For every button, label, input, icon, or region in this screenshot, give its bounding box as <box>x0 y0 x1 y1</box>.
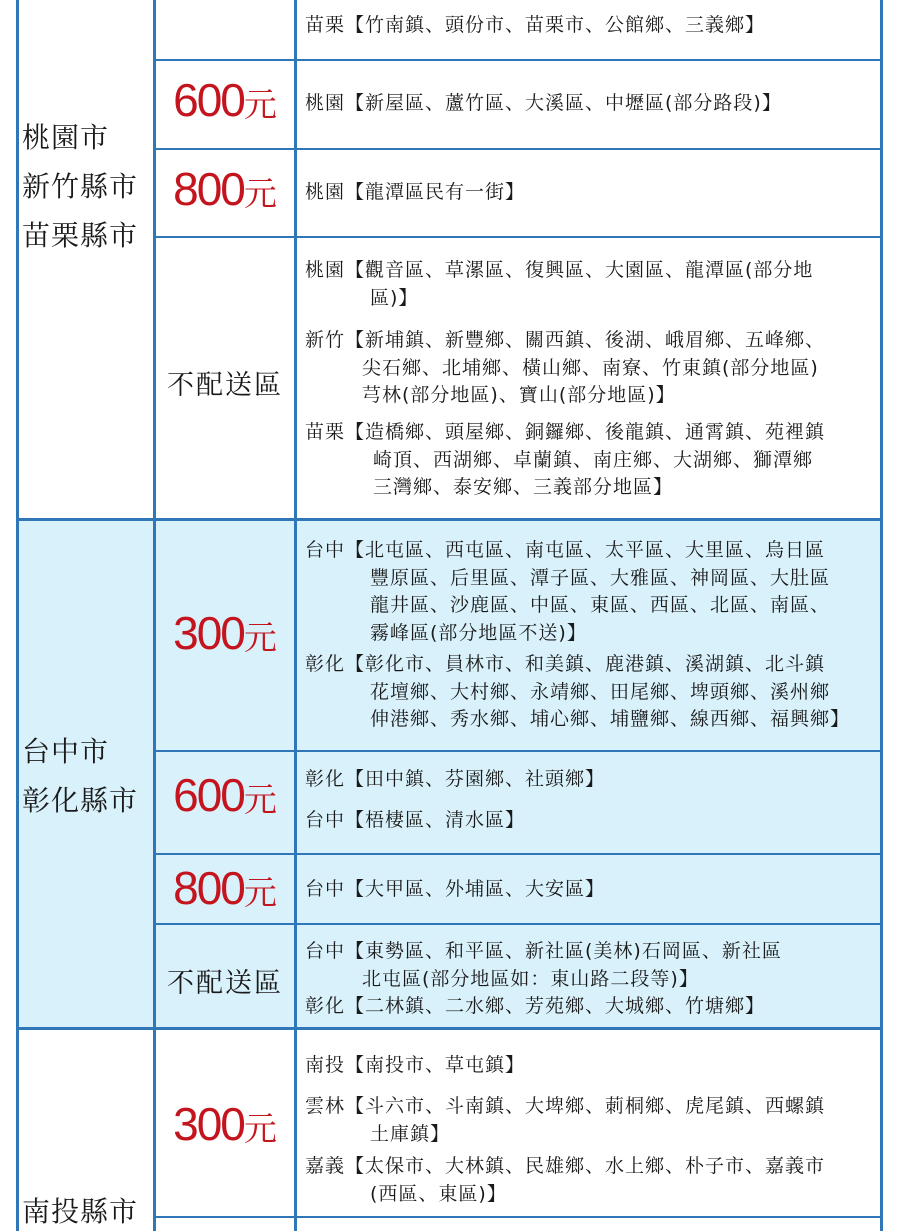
region-line: 南投縣市 <box>22 1195 139 1228</box>
row-divider <box>154 750 882 752</box>
area-line: 桃園【新屋區、蘆竹區、大溪區、中壢區(部分路段)】 <box>305 92 782 114</box>
section-divider <box>16 518 883 521</box>
area-line: 台中【北屯區、西屯區、南屯區、太平區、大里區、烏日區 <box>305 539 826 561</box>
area-list <box>305 12 885 40</box>
section-divider <box>16 1027 883 1030</box>
area-line: 桃園【觀音區、草漯區、復興區、大園區、龍潭區(部分地 <box>305 259 814 281</box>
area-list <box>305 327 885 410</box>
area-line: 豐原區、后里區、潭子區、大雅區、神岡區、大肚區 <box>370 566 831 589</box>
fee-unit: 元 <box>243 85 277 124</box>
area-line: 台中【東勢區、和平區、新社區(美林)石岡區、新社區 <box>305 940 782 962</box>
region-line: 新竹縣市 <box>22 170 139 203</box>
fee-unit: 元 <box>243 873 277 912</box>
region-line: 桃園市 <box>22 121 110 154</box>
area-list <box>305 876 885 904</box>
area-line: 芎林(部分地區)、寶山(部分地區)】 <box>362 384 676 406</box>
area-list <box>305 1153 885 1208</box>
shipping-fee <box>156 73 294 127</box>
region-line: 苗栗縣市 <box>22 219 139 252</box>
area-line: 彰化【田中鎮、芬園鄉、社頭鄉】 <box>305 768 606 790</box>
region-label-taoyuan-hsinchu-miaoli <box>22 113 138 260</box>
area-line: 北屯區(部分地區如：東山路二段等)】 <box>362 967 699 990</box>
shipping-fee <box>156 768 294 822</box>
area-line: 嘉義【太保市、大林鎮、民雄鄉、水上鄉、朴子市、嘉義市 <box>305 1155 826 1177</box>
area-line: 土庫鎮】 <box>370 1122 451 1145</box>
area-list <box>305 807 885 835</box>
region-label-taichung-changhua <box>22 727 138 825</box>
area-list <box>305 179 885 207</box>
row-divider <box>154 1216 882 1218</box>
area-list <box>305 419 885 502</box>
region-line: 台中市 <box>22 735 110 768</box>
fee-amount: 800 <box>173 163 244 215</box>
row-divider <box>154 148 882 150</box>
area-line: 南投【南投市、草屯鎮】 <box>305 1054 526 1076</box>
area-line: 彰化【彰化市、員林市、和美鎮、鹿港鎮、溪湖鎮、北斗鎮 <box>305 653 826 675</box>
fee-amount: 300 <box>173 607 244 659</box>
area-list <box>305 651 885 734</box>
fee-unit: 元 <box>243 780 277 819</box>
fee-unit: 元 <box>243 618 277 657</box>
area-list <box>305 938 885 1021</box>
area-line: 崎頂、西湖鄉、卓蘭鎮、南庄鄉、大湖鄉、獅潭鄉 <box>373 448 814 471</box>
area-list <box>305 537 885 647</box>
table-divider-price <box>294 0 297 1231</box>
area-line: 區)】 <box>370 286 419 309</box>
area-list <box>305 257 885 312</box>
area-list <box>305 766 885 794</box>
no-delivery-label: 不配送區 <box>167 968 283 999</box>
area-list <box>305 1093 885 1148</box>
area-line: 彰化【二林鎮、二水鄉、芳苑鄉、大城鄉、竹塘鄉】 <box>305 995 766 1017</box>
area-list <box>305 90 885 118</box>
shipping-fee <box>156 861 294 915</box>
region-label-nantou <box>22 1187 138 1231</box>
area-line: 伸港鄉、秀水鄉、埔心鄉、埔鹽鄉、線西鄉、福興鄉】 <box>370 708 851 730</box>
area-line: 台中【大甲區、外埔區、大安區】 <box>305 878 606 900</box>
no-delivery-label: 不配送區 <box>167 370 283 401</box>
area-line: 台中【梧棲區、清水區】 <box>305 809 526 831</box>
row-divider <box>154 923 882 925</box>
area-line: 雲林【斗六市、斗南鎮、大埤鄉、莿桐鄉、虎尾鎮、西螺鎮 <box>305 1095 826 1117</box>
fee-amount: 600 <box>173 74 244 126</box>
shipping-fee <box>156 162 294 216</box>
area-line: 苗栗【竹南鎮、頭份市、苗栗市、公館鄉、三義鄉】 <box>305 14 766 36</box>
region-line: 彰化縣市 <box>22 784 139 817</box>
area-line: 花壇鄉、大村鄉、永靖鄉、田尾鄉、埤頭鄉、溪州鄉 <box>370 680 831 703</box>
area-line: 新竹【新埔鎮、新豐鄉、關西鎮、後湖、峨眉鄉、五峰鄉、 <box>305 329 826 351</box>
area-line: 桃園【龍潭區民有一街】 <box>305 181 526 203</box>
table-border-left <box>16 0 19 1231</box>
row-divider <box>154 853 882 855</box>
fee-amount: 300 <box>173 1098 244 1150</box>
fee-unit: 元 <box>243 174 277 213</box>
row-divider <box>154 59 882 61</box>
area-list <box>305 1052 885 1080</box>
row-divider <box>154 236 882 238</box>
shipping-fee <box>156 606 294 660</box>
area-line: 霧峰區(部分地區不送)】 <box>370 621 587 644</box>
fee-amount: 800 <box>173 862 244 914</box>
fee-amount: 600 <box>173 769 244 821</box>
area-line: 尖石鄉、北埔鄉、橫山鄉、南寮、竹東鎮(部分地區) <box>362 356 819 379</box>
area-line: 龍井區、沙鹿區、中區、東區、西區、北區、南區、 <box>370 594 831 616</box>
area-line: (西區、東區)】 <box>370 1182 507 1205</box>
shipping-fee <box>156 1097 294 1151</box>
area-line: 苗栗【造橋鄉、頭屋鄉、銅鑼鄉、後龍鎮、通霄鎮、苑裡鎮 <box>305 421 826 443</box>
area-line: 三灣鄉、泰安鄉、三義部分地區】 <box>373 476 674 498</box>
fee-unit: 元 <box>243 1109 277 1148</box>
